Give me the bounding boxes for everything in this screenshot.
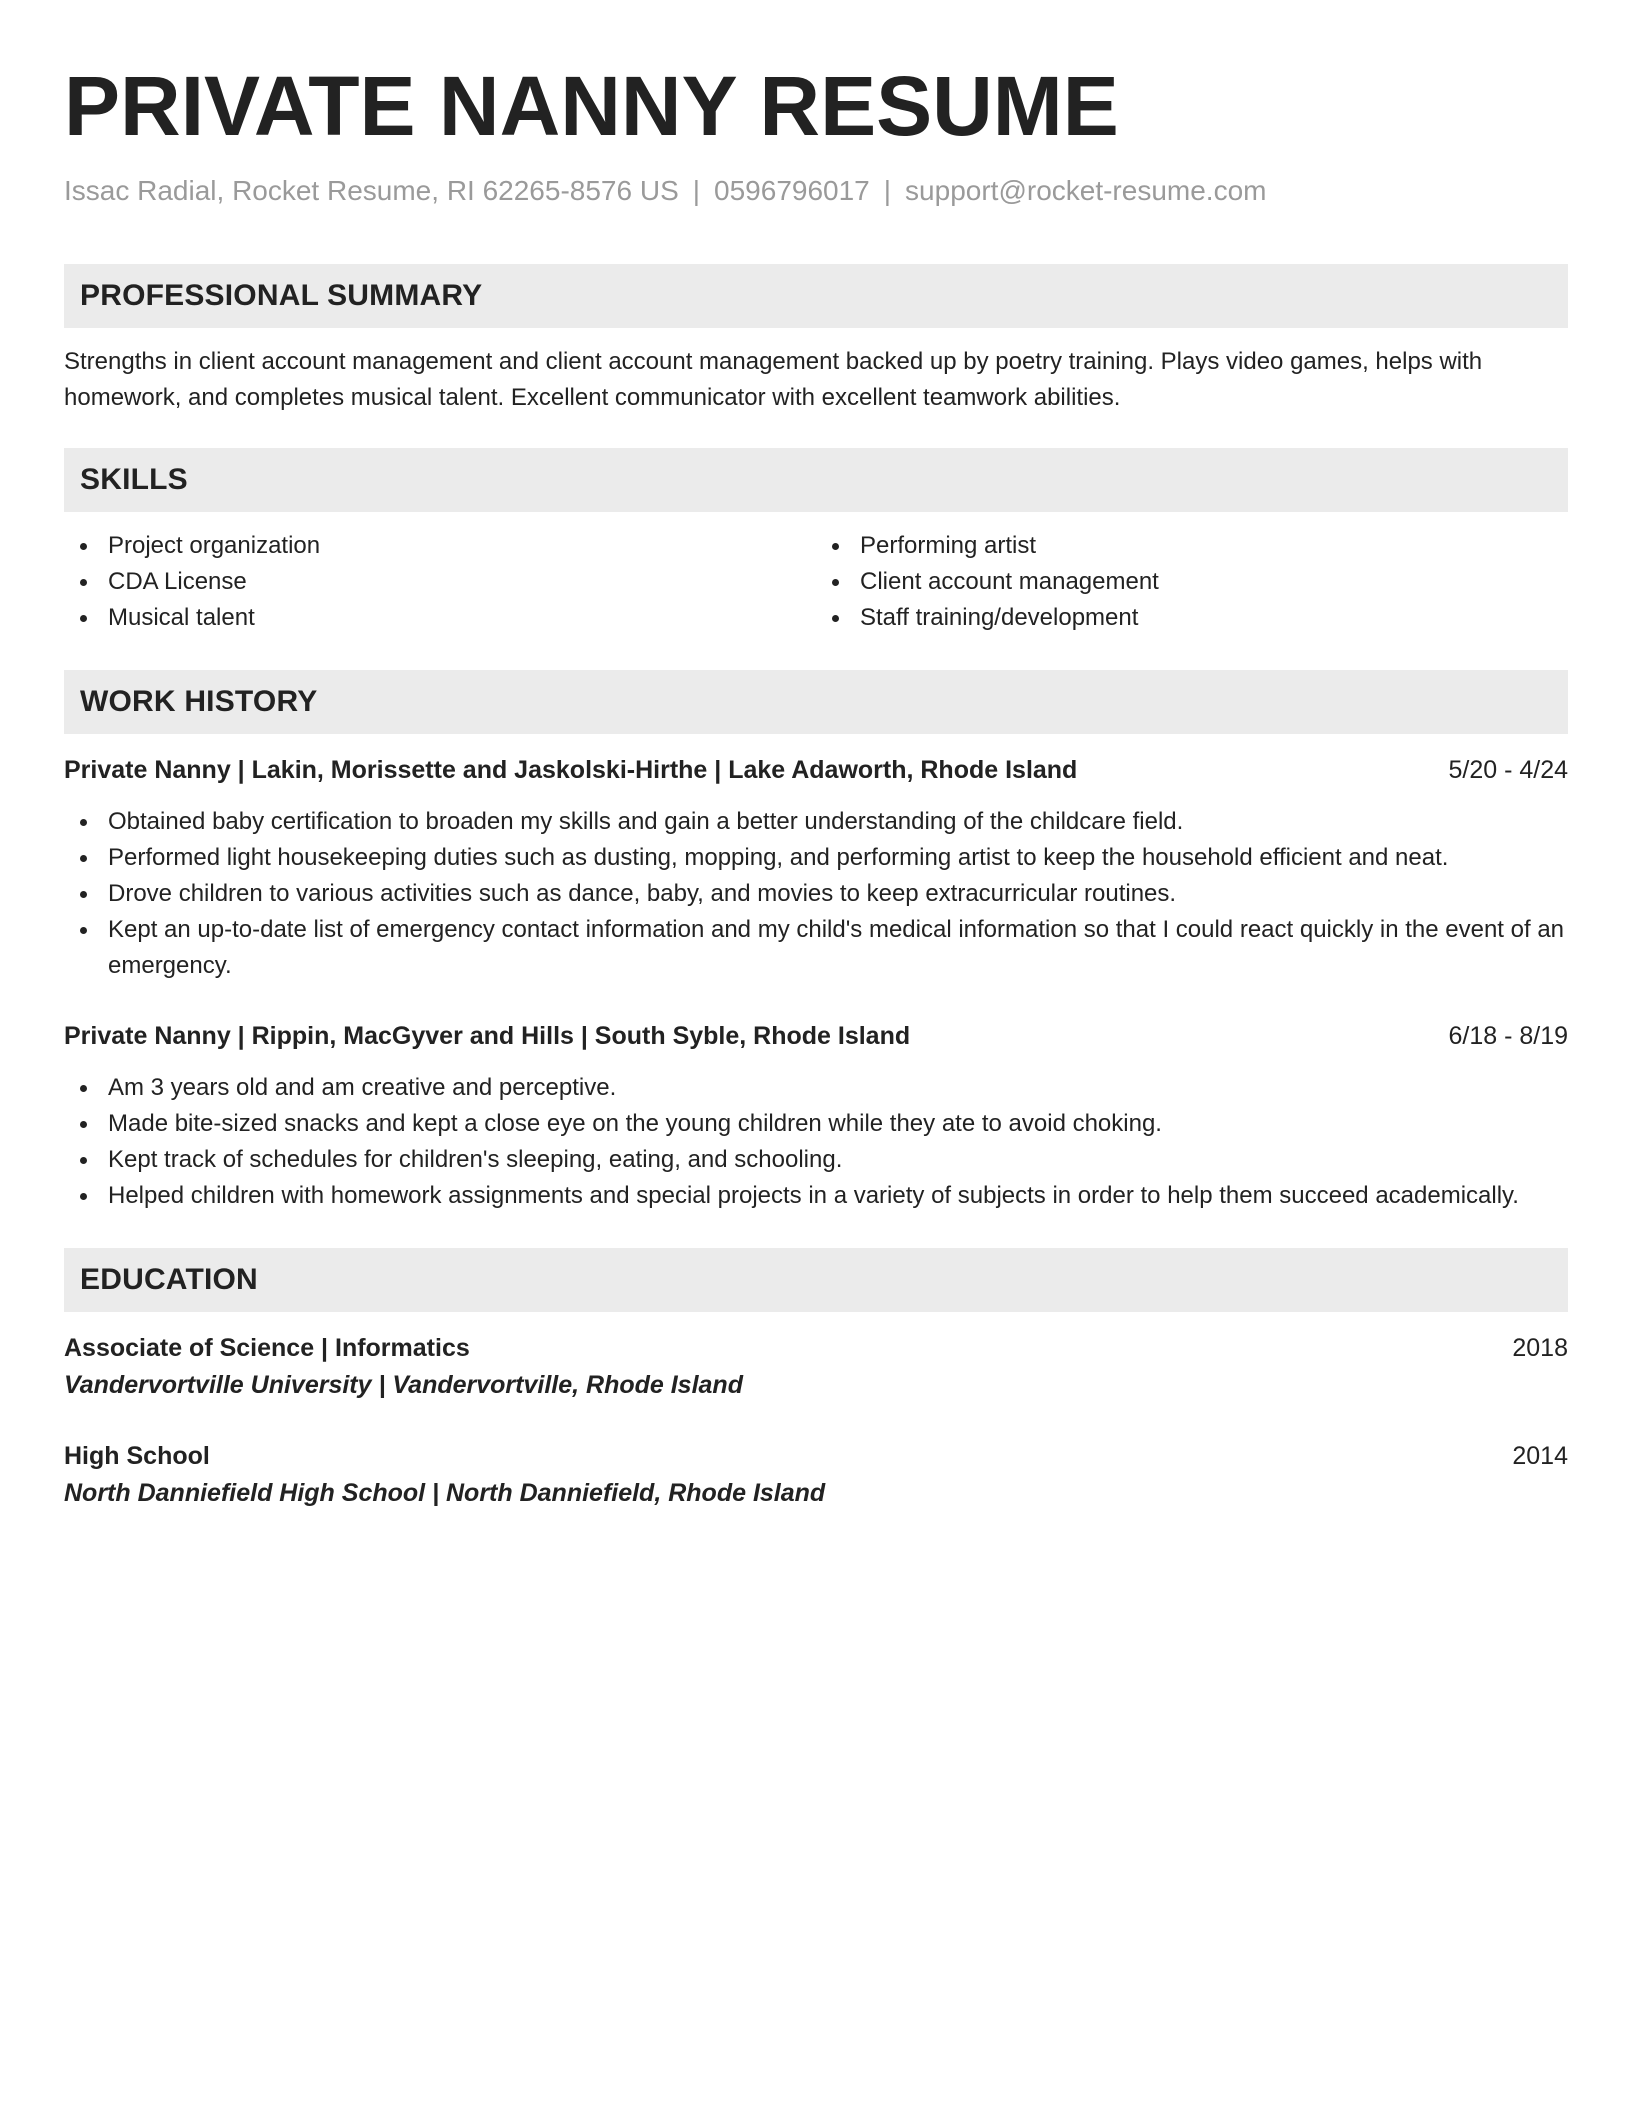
skill-item: Client account management	[816, 564, 1568, 600]
job-bullet: Made bite-sized snacks and kept a close eye on the young children while they ate to avoid choking.	[64, 1106, 1568, 1142]
education-header	[64, 1438, 1568, 1474]
contact-phone: 0596796017	[714, 175, 870, 206]
skills-column-left	[64, 528, 816, 636]
education-entry	[64, 1330, 1568, 1404]
section-header-summary: PROFESSIONAL SUMMARY	[64, 264, 1568, 328]
education-school: Vandervortville University | Vandervortville, Rhode Island	[64, 1371, 743, 1399]
contact-address: Issac Radial, Rocket Resume, RI 62265-8576 US	[64, 175, 679, 206]
job-header	[64, 1018, 1568, 1054]
skill-item: Project organization	[64, 528, 816, 564]
job-bullets	[64, 804, 1568, 984]
education-degree: High School	[64, 1442, 210, 1470]
job-entry	[64, 1018, 1568, 1214]
education-degree: Associate of Science | Informatics	[64, 1334, 470, 1362]
job-bullets	[64, 1070, 1568, 1214]
skills-list	[64, 528, 1568, 636]
skill-item: Musical talent	[64, 600, 816, 636]
page-title: PRIVATE NANNY RESUME	[64, 59, 1119, 153]
education-year: 2014	[1512, 1442, 1568, 1470]
contact-email: support@rocket-resume.com	[905, 175, 1267, 206]
contact-line	[64, 172, 1568, 210]
skills-column-right	[816, 528, 1568, 636]
skill-item: Performing artist	[816, 528, 1568, 564]
job-bullet: Kept an up-to-date list of emergency contact information and my child's medical information so that I could react quickly in the event of an emergency.	[64, 912, 1568, 984]
education-header	[64, 1330, 1568, 1366]
skill-item: CDA License	[64, 564, 816, 600]
job-bullet: Performed light housekeeping duties such as dusting, mopping, and performing artist to keep the household efficient and neat.	[64, 840, 1568, 876]
job-title: Private Nanny | Rippin, MacGyver and Hills | South Syble, Rhode Island	[64, 1022, 911, 1050]
job-dates: 6/18 - 8/19	[1448, 1022, 1568, 1050]
job-header	[64, 752, 1568, 788]
job-bullet: Am 3 years old and am creative and perceptive.	[64, 1070, 1568, 1106]
section-header-skills: SKILLS	[64, 448, 1568, 512]
job-title: Private Nanny | Lakin, Morissette and Jaskolski-Hirthe | Lake Adaworth, Rhode Island	[64, 756, 1078, 784]
summary-text: Strengths in client account management and client account management backed up by poetry training. Plays video games, helps with homework, and completes musical talent. Excellent communicator with excellent teamwork abilities.	[64, 348, 1483, 411]
job-bullet: Drove children to various activities such as dance, baby, and movies to keep extracurricular routines.	[64, 876, 1568, 912]
job-entry	[64, 752, 1568, 984]
skill-item: Staff training/development	[816, 600, 1568, 636]
education-year: 2018	[1512, 1334, 1568, 1362]
education-school: North Danniefield High School | North Danniefield, Rhode Island	[64, 1479, 826, 1507]
contact-separator: |	[692, 175, 701, 206]
education-entry	[64, 1438, 1568, 1512]
job-bullet: Helped children with homework assignments and special projects in a variety of subjects in order to help them succeed academically.	[64, 1178, 1568, 1214]
section-header-education: EDUCATION	[64, 1248, 1568, 1312]
job-dates: 5/20 - 4/24	[1448, 756, 1568, 784]
job-bullet: Obtained baby certification to broaden my skills and gain a better understanding of the childcare field.	[64, 804, 1568, 840]
contact-separator: |	[883, 175, 892, 206]
job-bullet: Kept track of schedules for children's sleeping, eating, and schooling.	[64, 1142, 1568, 1178]
section-header-work-history: WORK HISTORY	[64, 670, 1568, 734]
